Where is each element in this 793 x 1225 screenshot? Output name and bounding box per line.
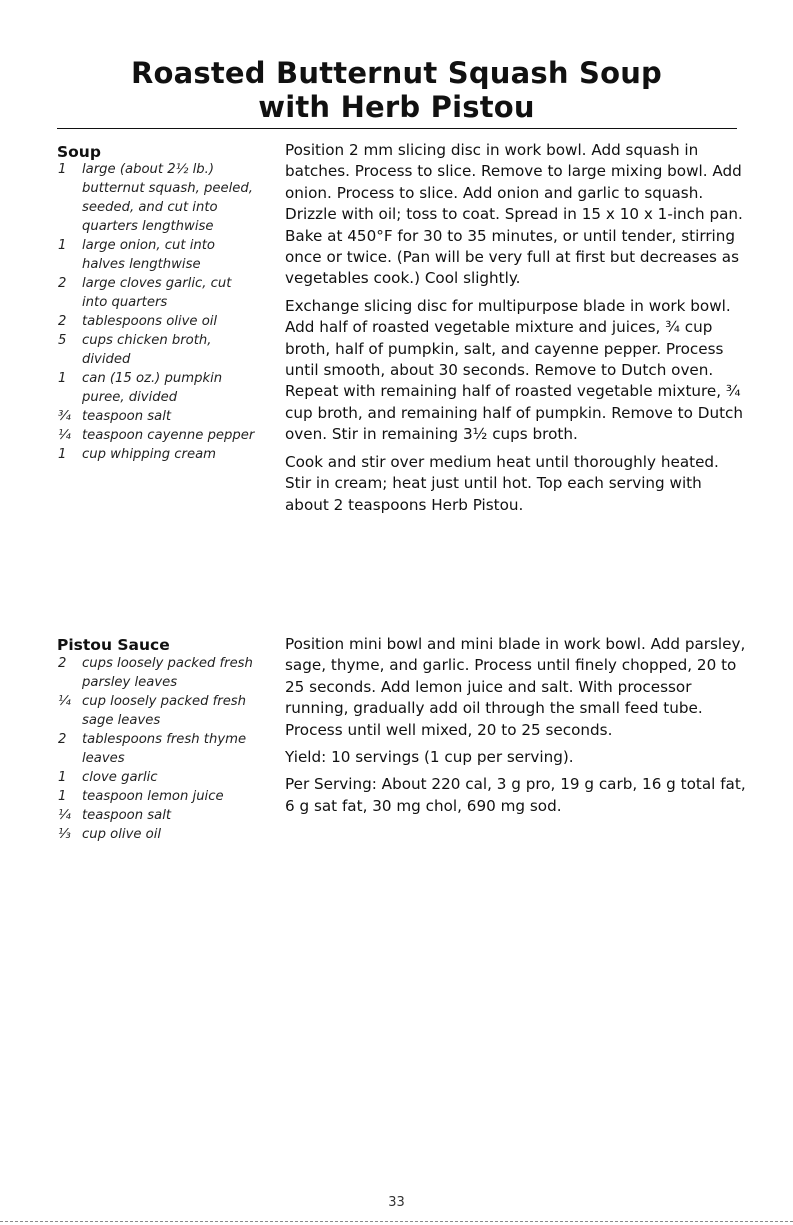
ingredient-text: teaspoon salt bbox=[82, 808, 172, 823]
ingredient-text: teaspoon lemon juice bbox=[82, 789, 224, 804]
ingredient-text: clove garlic bbox=[82, 770, 158, 785]
ingredient-text: cup olive oil bbox=[82, 827, 162, 842]
ingredient-item bbox=[57, 331, 258, 369]
ingredient-quantity: 5 bbox=[58, 333, 67, 348]
ingredient-item bbox=[57, 825, 258, 844]
ingredient-text: cup loosely packed fresh sage leaves bbox=[82, 694, 247, 728]
pistou-ingredient-list bbox=[57, 654, 258, 844]
pistou-heading: Pistou Sauce bbox=[57, 636, 170, 654]
ingredient-text: teaspoon salt bbox=[82, 409, 172, 424]
title-divider bbox=[57, 128, 737, 129]
ingredient-item bbox=[57, 312, 258, 331]
direction-paragraph: Exchange slicing disc for multipurpose blade in work bowl. Add half of roasted vegetable mixture and juices, ¾ cup broth, half of pumpkin, salt, and cayenne pepper. Process until smooth, about 30 seconds. Remove to Dutch oven. Repeat with remaining half of roasted vegetable mixture, ¾ cup broth, and remaining half of pumpkin. Remove to Dutch oven. Stir in remaining 3½ cups broth. bbox=[285, 296, 744, 444]
ingredient-item bbox=[57, 160, 258, 236]
ingredient-quantity: ¾ bbox=[58, 409, 71, 424]
ingredient-item bbox=[57, 768, 258, 787]
direction-paragraph: Position mini bowl and mini blade in work bowl. Add parsley, sage, thyme, and garlic. Process until finely chopped, 20 to 25 seconds. Add lemon juice and salt. With processor running, gradually add oil through the small feed tube. Process until well mixed, 20 to 25 seconds. bbox=[285, 635, 746, 739]
ingredient-item bbox=[57, 407, 258, 426]
direction-paragraph: Cook and stir over medium heat until thoroughly heated. Stir in cream; heat just until hot. Top each serving with about 2 teaspoons Herb Pistou. bbox=[285, 452, 719, 514]
page-number: 33 bbox=[388, 1195, 405, 1210]
soup-directions bbox=[285, 140, 747, 522]
direction-paragraph: Per Serving: About 220 cal, 3 g pro, 19 g carb, 16 g total fat, 6 g sat fat, 30 mg chol, 690 mg sod. bbox=[285, 775, 746, 815]
ingredient-text: cups loosely packed fresh parsley leaves bbox=[82, 656, 253, 690]
ingredient-quantity: ¼ bbox=[58, 808, 71, 823]
ingredient-item bbox=[57, 806, 258, 825]
ingredient-quantity: 1 bbox=[58, 447, 67, 462]
ingredient-quantity: 2 bbox=[58, 656, 67, 671]
page-title bbox=[0, 56, 793, 124]
ingredient-quantity: 1 bbox=[58, 238, 67, 253]
ingredient-text: teaspoon cayenne pepper bbox=[82, 428, 255, 443]
ingredient-quantity: 1 bbox=[58, 770, 67, 785]
ingredient-quantity: 1 bbox=[58, 789, 67, 804]
ingredient-quantity: 1 bbox=[58, 162, 67, 177]
ingredient-text: tablespoons olive oil bbox=[82, 314, 218, 329]
ingredient-item bbox=[57, 730, 258, 768]
page-edge bbox=[0, 1221, 793, 1222]
ingredient-item bbox=[57, 236, 258, 274]
pistou-directions bbox=[285, 634, 747, 823]
ingredient-quantity: ¼ bbox=[58, 694, 71, 709]
title-line-2: with Herb Pistou bbox=[258, 90, 535, 124]
ingredient-item bbox=[57, 274, 258, 312]
ingredient-item bbox=[57, 369, 258, 407]
ingredient-quantity: 2 bbox=[58, 276, 67, 291]
ingredient-item bbox=[57, 787, 258, 806]
ingredient-item bbox=[57, 692, 258, 730]
ingredient-quantity: 1 bbox=[58, 371, 67, 386]
ingredient-text: large (about 2½ lb.) butternut squash, peeled, seeded, and cut into quarters lengthwise bbox=[82, 162, 253, 234]
ingredient-text: large cloves garlic, cut into quarters bbox=[82, 276, 232, 310]
direction-paragraph: Yield: 10 servings (1 cup per serving). bbox=[285, 748, 574, 767]
ingredient-quantity: 2 bbox=[58, 314, 67, 329]
direction-paragraph: Position 2 mm slicing disc in work bowl. Add squash in batches. Process to slice. Remove to large mixing bowl. Add onion. Process to slice. Add onion and garlic to squash. Drizzle with oil; toss to coat. Spread in 15 x 10 x 1-inch pan. Bake at 450°F for 30 to 35 minutes, or until tender, stirring once or twice. (Pan will be very full at first but decreases as vegetables cook.) Cool slightly. bbox=[285, 141, 743, 288]
title-line-1: Roasted Butternut Squash Soup bbox=[130, 56, 663, 90]
ingredient-text: tablespoons fresh thyme leaves bbox=[82, 732, 247, 766]
ingredient-text: large onion, cut into halves lengthwise bbox=[82, 238, 215, 272]
ingredient-text: cup whipping cream bbox=[82, 447, 217, 462]
soup-heading: Soup bbox=[57, 143, 101, 161]
ingredient-item bbox=[57, 426, 258, 445]
ingredient-text: cups chicken broth, divided bbox=[82, 333, 212, 367]
ingredient-quantity: ⅓ bbox=[58, 827, 71, 842]
ingredient-item bbox=[57, 654, 258, 692]
ingredient-quantity: ¼ bbox=[58, 428, 71, 443]
ingredient-item bbox=[57, 445, 258, 464]
ingredient-text: can (15 oz.) pumpkin puree, divided bbox=[82, 371, 223, 405]
ingredient-quantity: 2 bbox=[58, 732, 67, 747]
soup-ingredient-list bbox=[57, 160, 258, 464]
